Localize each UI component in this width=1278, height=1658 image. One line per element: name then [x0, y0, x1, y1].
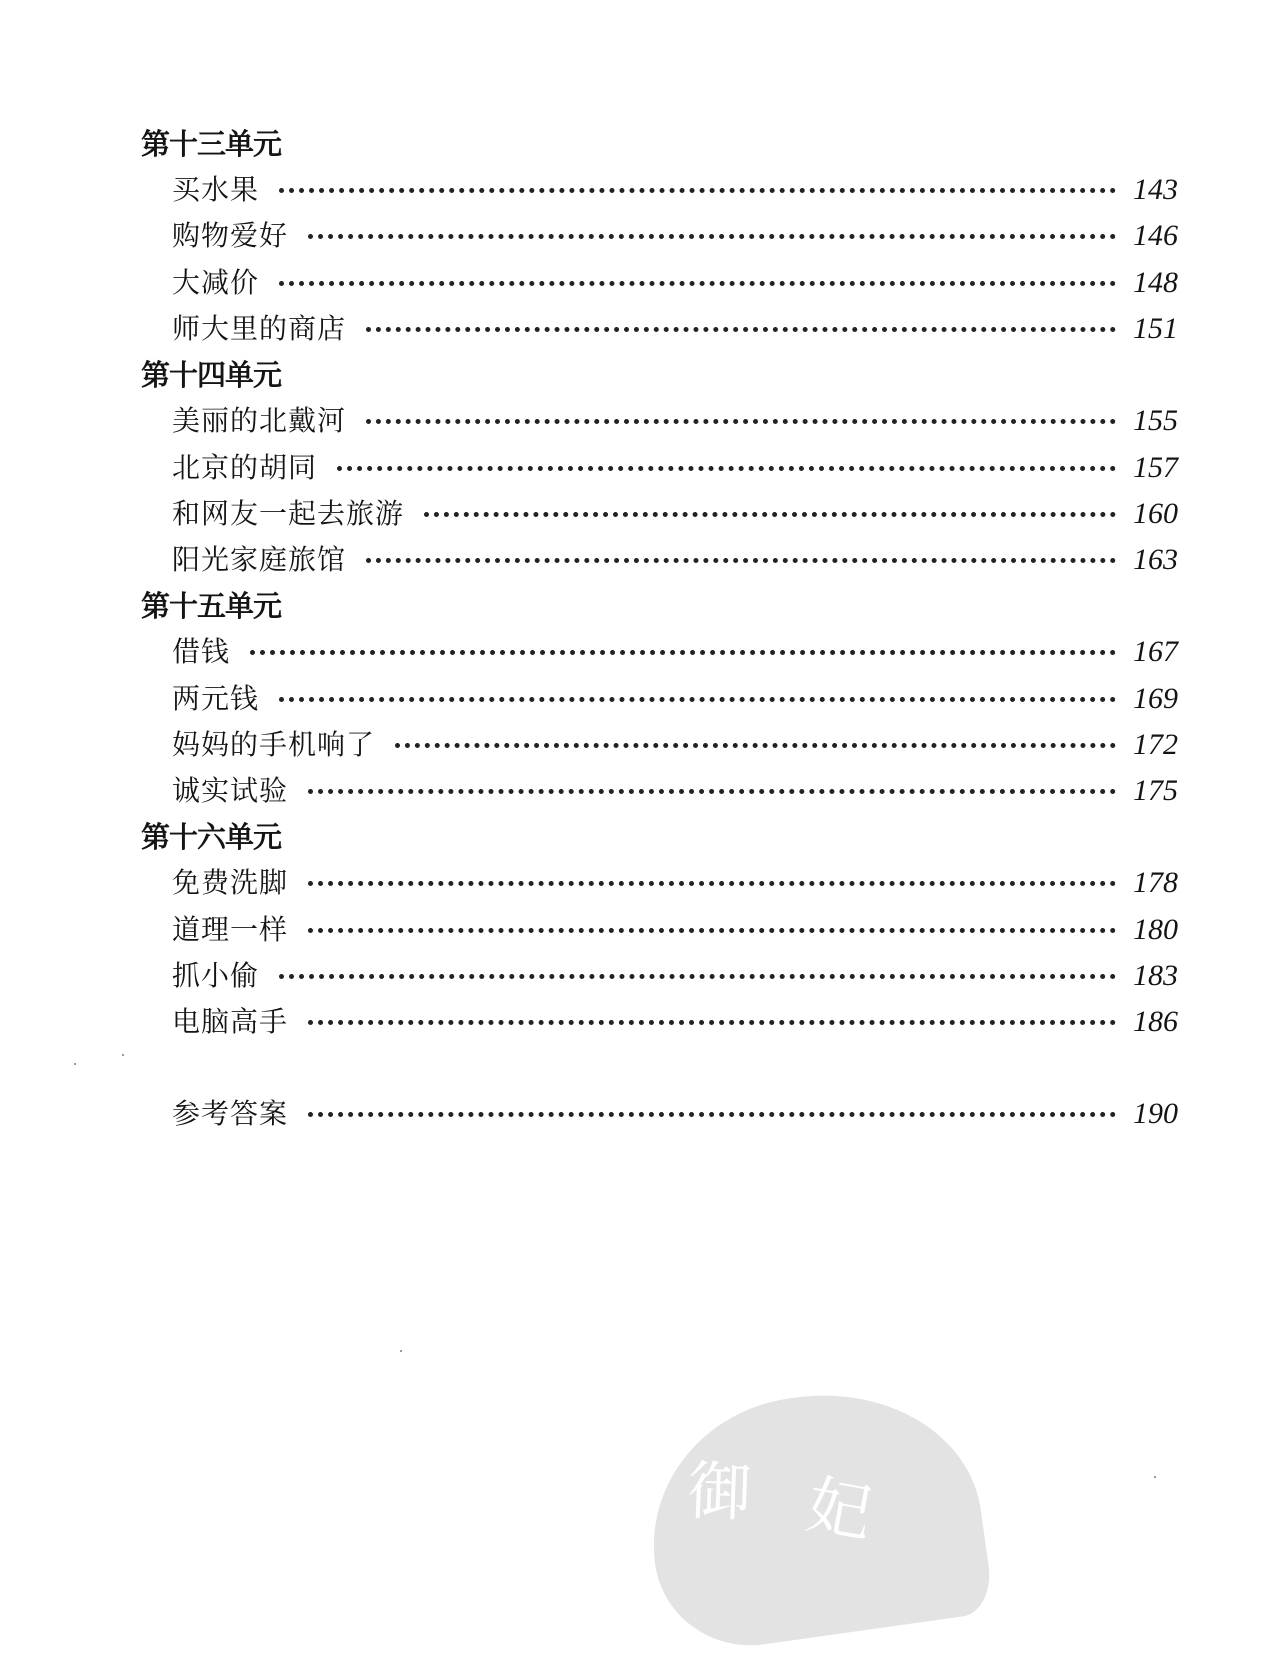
- dot-leader: [308, 1112, 1116, 1117]
- toc-entry[interactable]: [172, 311, 1178, 347]
- scan-speck: [74, 1063, 76, 1065]
- page-number: 157: [1133, 451, 1178, 484]
- toc-entry[interactable]: [172, 727, 1178, 763]
- dot-leader: [366, 419, 1116, 424]
- scan-speck: [1154, 1476, 1156, 1478]
- toc-entry[interactable]: [172, 865, 1178, 901]
- page-number: 146: [1133, 219, 1178, 252]
- toc-entry[interactable]: [172, 450, 1178, 486]
- dot-leader: [308, 1020, 1116, 1025]
- page-number: 169: [1133, 682, 1178, 715]
- dot-leader: [366, 327, 1116, 332]
- unit-13-heading: 第十三单元: [141, 127, 282, 161]
- page-number: 190: [1133, 1097, 1178, 1130]
- dot-leader: [279, 188, 1116, 193]
- toc-entry[interactable]: [172, 912, 1178, 948]
- entry-title: 道理一样: [172, 913, 289, 946]
- entry-title: 妈妈的手机响了: [172, 728, 376, 761]
- unit-15-heading: 第十五单元: [141, 589, 282, 623]
- toc-entry[interactable]: [172, 496, 1178, 532]
- dot-leader: [308, 789, 1116, 794]
- dot-leader: [366, 558, 1116, 563]
- page-number: 163: [1133, 543, 1178, 576]
- dot-leader: [279, 281, 1116, 286]
- page-number: 178: [1133, 866, 1178, 899]
- entry-title: 美丽的北戴河: [172, 404, 347, 437]
- toc-entry[interactable]: [172, 773, 1178, 809]
- entry-title: 师大里的商店: [172, 312, 347, 345]
- entry-title: 电脑高手: [172, 1005, 289, 1038]
- entry-title: 参考答案: [172, 1097, 289, 1130]
- page-number: 172: [1133, 728, 1178, 761]
- toc-entry[interactable]: [172, 958, 1178, 994]
- entry-title: 阳光家庭旅馆: [172, 543, 347, 576]
- dot-leader: [279, 697, 1116, 702]
- entry-title: 抓小偷: [172, 959, 260, 992]
- dot-leader: [279, 974, 1116, 979]
- page-number: 143: [1133, 173, 1178, 206]
- page-number: 180: [1133, 913, 1178, 946]
- page-number: 148: [1133, 266, 1178, 299]
- unit-16-heading: 第十六单元: [141, 820, 282, 854]
- page-number: 186: [1133, 1005, 1178, 1038]
- toc-entry[interactable]: [172, 265, 1178, 301]
- toc-entry[interactable]: [172, 634, 1178, 670]
- toc-entry-answers[interactable]: [172, 1096, 1178, 1132]
- unit-14-heading: 第十四单元: [141, 358, 282, 392]
- entry-title: 北京的胡同: [172, 451, 318, 484]
- entry-title: 诚实试验: [172, 774, 289, 807]
- entry-title: 购物爱好: [172, 219, 289, 252]
- toc-entry[interactable]: [172, 403, 1178, 439]
- page-number: 183: [1133, 959, 1178, 992]
- page-number: 151: [1133, 312, 1178, 345]
- scan-speck: [122, 1054, 124, 1056]
- entry-title: 大减价: [172, 266, 260, 299]
- toc-entry[interactable]: [172, 1004, 1178, 1040]
- page-number: 175: [1133, 774, 1178, 807]
- entry-title: 买水果: [172, 173, 260, 206]
- page-number: 155: [1133, 404, 1178, 437]
- scan-speck: [400, 1350, 402, 1352]
- dot-leader: [337, 466, 1116, 471]
- toc-entry[interactable]: [172, 681, 1178, 717]
- page-number: 167: [1133, 635, 1178, 668]
- toc-entry[interactable]: [172, 218, 1178, 254]
- page-number: 160: [1133, 497, 1178, 530]
- dot-leader: [395, 743, 1116, 748]
- seal-glyph: 御: [686, 1454, 754, 1532]
- dot-leader: [424, 512, 1116, 517]
- dot-leader: [308, 881, 1116, 886]
- entry-title: 和网友一起去旅游: [172, 497, 405, 530]
- entry-title: 借钱: [172, 635, 231, 668]
- dot-leader: [308, 234, 1116, 239]
- entry-title: 两元钱: [172, 682, 260, 715]
- dot-leader: [250, 650, 1116, 655]
- toc-entry[interactable]: [172, 542, 1178, 578]
- toc-entry[interactable]: [172, 172, 1178, 208]
- dot-leader: [308, 928, 1116, 933]
- seal-glyph: 妃: [801, 1468, 878, 1553]
- entry-title: 免费洗脚: [172, 866, 289, 899]
